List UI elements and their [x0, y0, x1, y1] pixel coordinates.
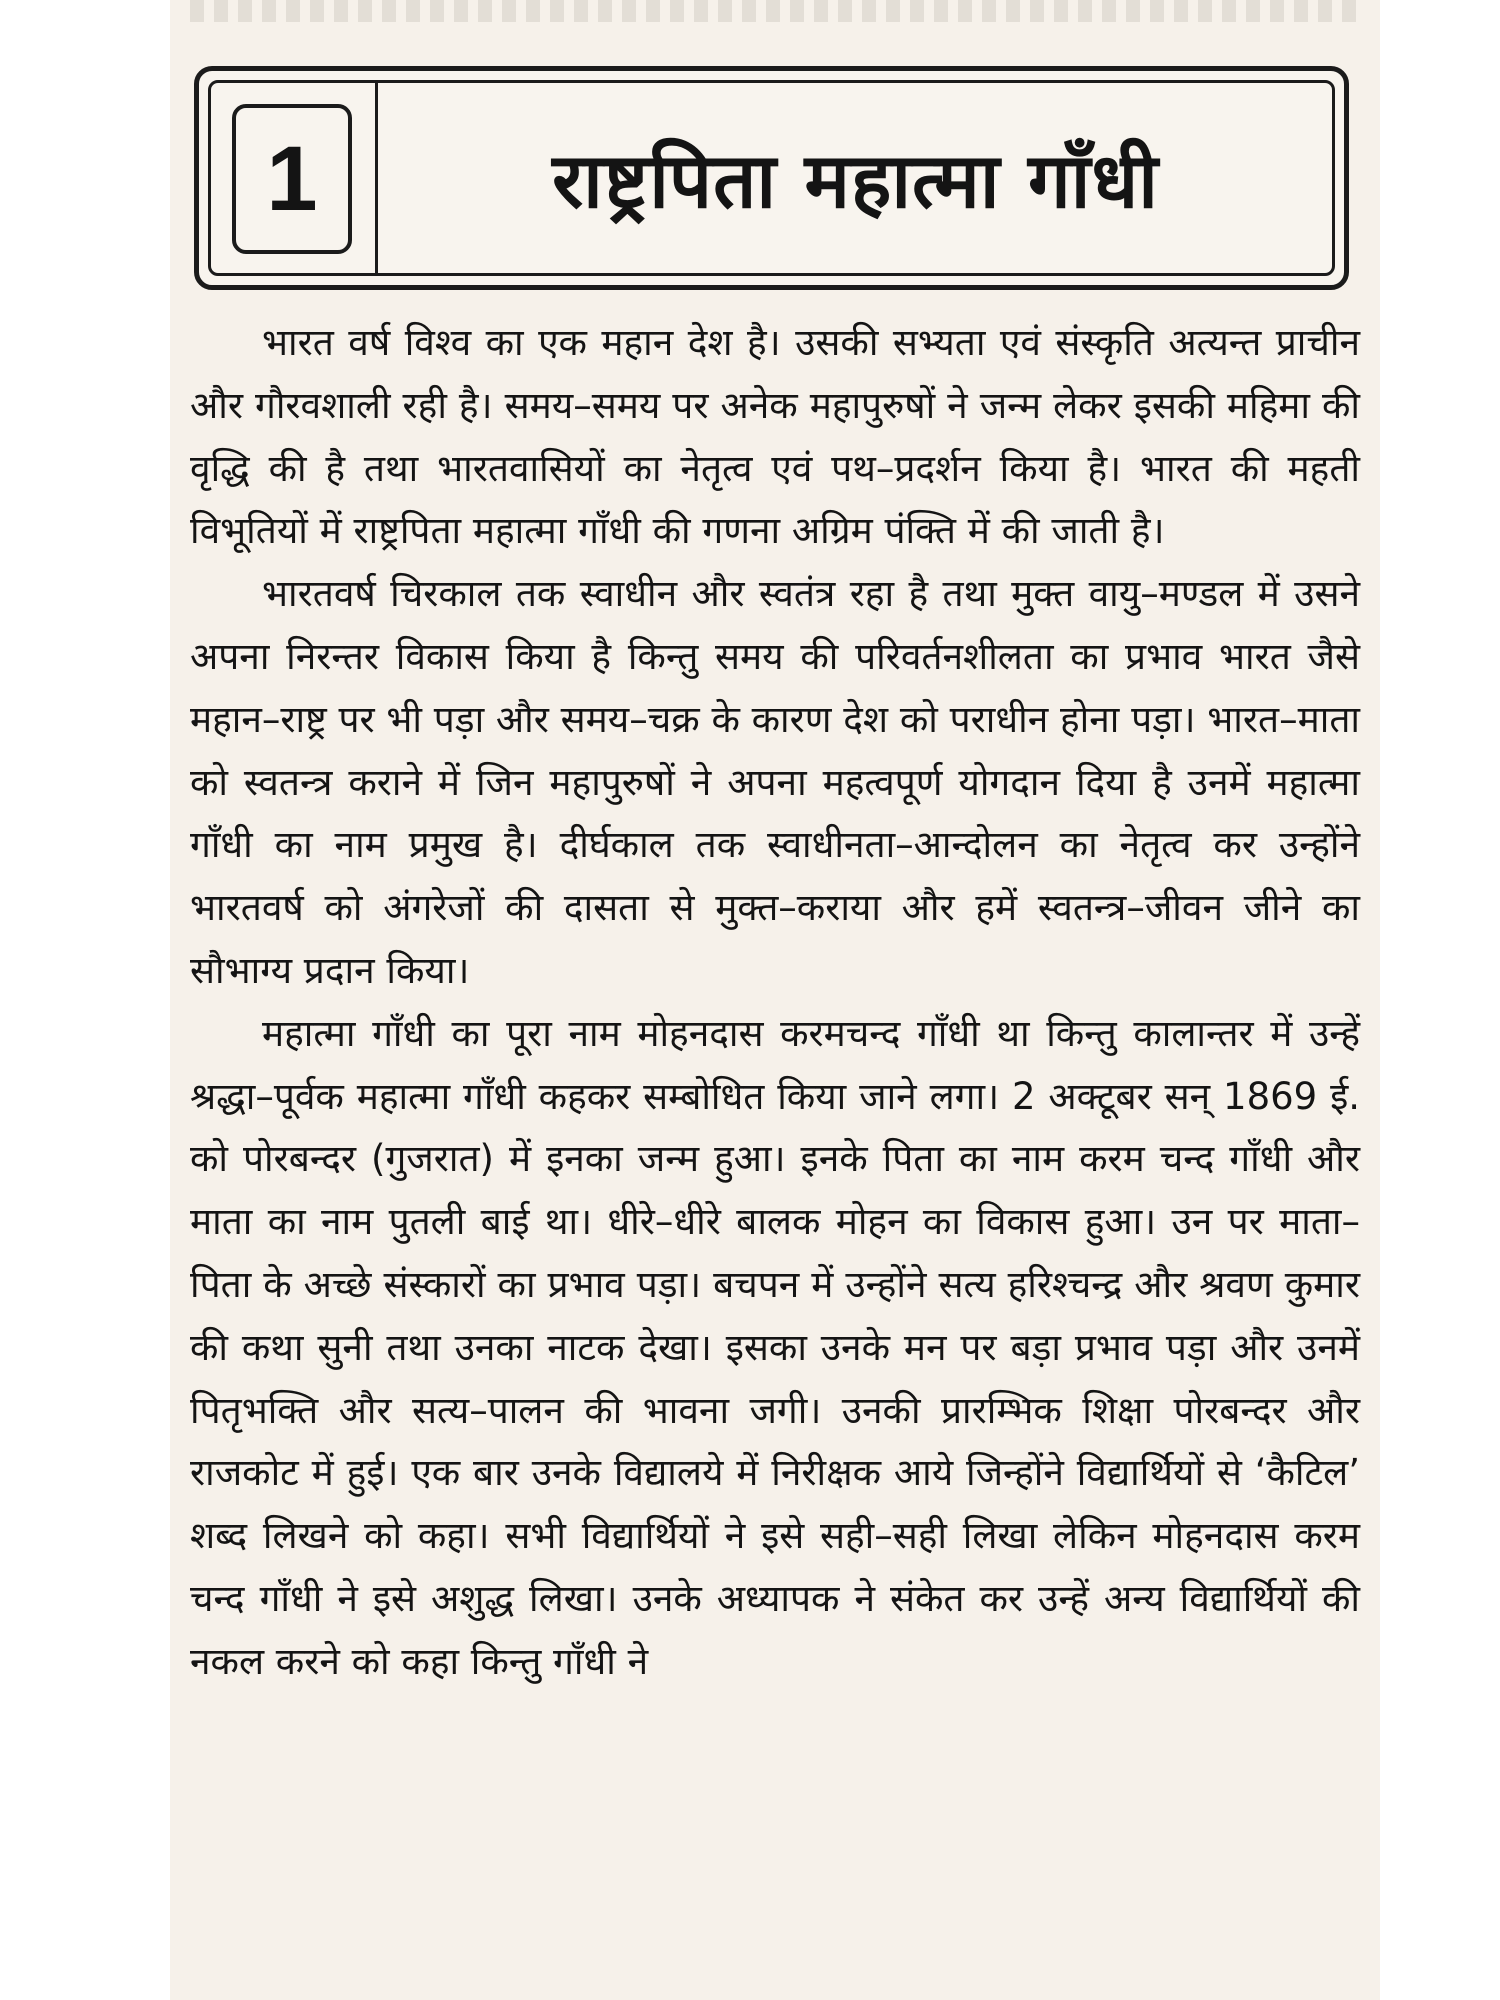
- chapter-number-cell: [211, 83, 378, 273]
- paragraph-3: महात्मा गाँधी का पूरा नाम मोहनदास करमचन्द गाँधी था किन्तु कालान्तर में उन्हें श्रद्धा–पूर्वक महात्मा गाँधी कहकर सम्बोधित किया जाने लगा। 2 अक्टूबर सन् 1869 ई. को पोरबन्दर (गुजरात) में इनका जन्म हुआ। इनके पिता का नाम करम चन्द गाँधी और माता का नाम पुतली बाई था। धीरे–धीरे बालक मोहन का विकास हुआ। उन पर माता–पिता के अच्छे संस्कारों का प्रभाव पड़ा। बचपन में उन्होंने सत्य हरिश्चन्द्र और श्रवण कुमार की कथा सुनी तथा उनका नाटक देखा। इसका उनके मन पर बड़ा प्रभाव पड़ा और उनमें पितृभक्ति और सत्य–पालन की भावना जगी। उनकी प्रारम्भिक शिक्षा पोरबन्दर और राजकोट में हुई। एक बार उनके विद्यालये में निरीक्षक आये जिन्होंने विद्यार्थियों से ‘कैटिल’ शब्द लिखने को कहा। सभी विद्यार्थियों ने इसे सही–सही लिखा लेकिन मोहनदास करम चन्द गाँधी ने इसे अशुद्ध लिखा। उनके अध्यापक ने संकेत कर उन्हें अन्य विद्यार्थियों की नकल करने को कहा किन्तु गाँधी ने: [190, 1011, 1360, 1683]
- chapter-text: [190, 312, 1360, 1694]
- paragraph-2: भारतवर्ष चिरकाल तक स्वाधीन और स्वतंत्र रहा है तथा मुक्त वायु–मण्डल में उसने अपना निरन्तर विकास किया है किन्तु समय की परिवर्तनशीलता का प्रभाव भारत जैसे महान–राष्ट्र पर भी पड़ा और समय–चक्र के कारण देश को पराधीन होना पड़ा। भारत–माता को स्वतन्त्र कराने में जिन महापुरुषों ने अपना महत्वपूर्ण योगदान दिया है उनमें महात्मा गाँधी का नाम प्रमुख है। दीर्घकाल तक स्वाधीनता–आन्दोलन का नेतृत्व कर उन्होंने भारतवर्ष को अंगरेजों की दासता से मुक्त–कराया और हमें स्वतन्त्र–जीवन जीने का सौभाग्य प्रदान किया।: [190, 572, 1360, 992]
- chapter-number: 1: [232, 104, 352, 254]
- book-page: [170, 0, 1380, 2000]
- paragraph-1: भारत वर्ष विश्व का एक महान देश है। उसकी सभ्यता एवं संस्कृति अत्यन्त प्राचीन और गौरवशाली रही है। समय–समय पर अनेक महापुरुषों ने जन्म लेकर इसकी महिमा की वृद्धि की है तथा भारतवासियों का नेतृत्व एवं पथ–प्रदर्शन किया है। भारत की महती विभूतियों में राष्ट्रपिता महात्मा गाँधी की गणना अग्रिम पंक्ति में की जाती है।: [190, 321, 1360, 553]
- chapter-title: राष्ट्रपिता महात्मा गाँधी: [552, 135, 1159, 225]
- chapter-heading-inner-frame: [208, 80, 1335, 276]
- chapter-heading-box: [194, 66, 1349, 290]
